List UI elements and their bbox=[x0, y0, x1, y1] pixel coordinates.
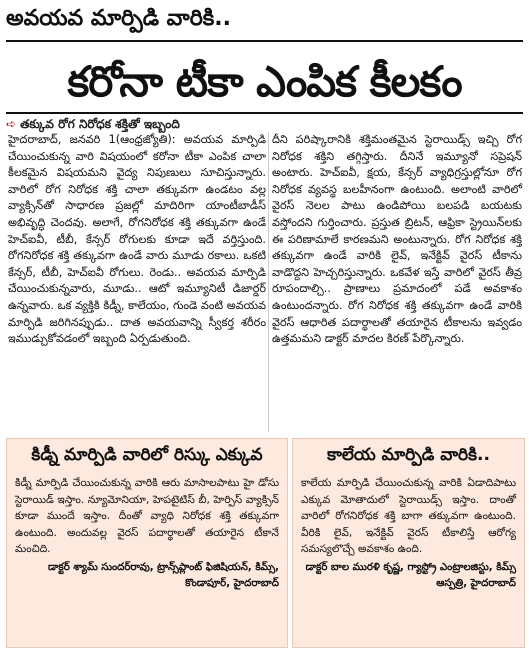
box-text: కాలేయ మార్పిడి చేయించుకున్న వారికి ఏడాదిపాటు ఎక్కువ మోతాదులో స్టెరాయిడ్స్ ఇస్తాం. దాంతో వారిలో రోగనిరోధక శక్తి బాగా తక్కువగా ఉంటుంది. వీరికి లైవ్, ఇనేక్టివ్ వైరస్ టీకాలిస్తే ఆరోగ్య సమస్యలొచ్చే అవకాశం ఉంది. bbox=[301, 477, 516, 556]
article-column-left bbox=[8, 132, 266, 348]
byline: డాక్టర్ శ్యామ్ సుందర్‌రావు, ట్రాన్స్‌ప్లాంట్ ఫిజిషియన్, కిమ్స్, కొండాపూర్, హైదరాబాద్ bbox=[47, 561, 279, 589]
kicker: అవయవ మార్పిడి వారికి.. bbox=[6, 6, 231, 31]
subheadline-text: తక్కువ రోగ నిరోధక శక్తితో ఇబ్బంది bbox=[20, 117, 180, 131]
article-column-right bbox=[272, 132, 522, 348]
arrow-icon: ➪ bbox=[6, 117, 17, 131]
divider bbox=[6, 112, 523, 114]
liver-transplant-box bbox=[292, 438, 525, 648]
box-title: కాలేయ మార్పిడి వారికి.. bbox=[327, 445, 490, 465]
column-divider bbox=[268, 132, 269, 432]
headline: కరోనా టీకా ఎంపిక కీలకం bbox=[67, 57, 462, 106]
box-title: కిడ్నీ మార్పిడి వారిలో రిస్కు ఎక్కువ bbox=[31, 445, 263, 465]
body-text: హైదరాబాద్, జనవరి 1(ఆంధ్రజ్యోతి): అవయవ మార్పిడి చేయించుకున్న వారి విషయంలో కరోనా టీకా ఎంపిక చాలా కీలకమైన విషయమని వైద్య నిపుణులు సూచిస్తున్నారు. వారిలో రోగ నిరోధక శక్తి చాలా తక్కువగా ఉండటం వల్ల వ్యాక్సిన్‌తో సాధారణ ప్రజల్లో మాదిరిగా యాంటీబాడీస్ అభివృద్ధి చెందవు. అలాగే, రోగనిరోధక శక్తి తక్కువగా ఉండే హెచ్‌ఐవీ, టీబీ, కేన్సర్ రోగులకు కూడా ఇదే వర్తిస్తుంది. రోగనిరోధక శక్తి తక్కువగా ఉండే వారు మూడు రకాలు. ఒకటి కేన్సర్, టీబీ, హెచ్‌ఐవీ రోగులు. రెండు.. అవయవ మార్పిడి చేయించుకున్నవారు, మూడు.. ఆటో ఇమ్యూనిటీ డిజార్డర్ ఉన్నవారు. ఒక వ్యక్తికి కిడ్నీ, కాలేయం, గుండె వంటి అవయవ మార్పిడి జరిగినప్పుడు.. దాత అవయవాన్ని స్వీకర్త శరీరం ఇముడ్చుకోవడంలో ఇబ్బంది ఏర్పడుతుంది. bbox=[8, 133, 266, 346]
body-text: దీని పరిష్కారానికి శక్తిమంతమైన స్టెరాయిడ్స్ ఇచ్చి రోగ నిరోధక శక్తిని తగ్గిస్తారు. దీనినే ఇమ్యూనో సప్రెషన్ అంటారు. హెచ్‌ఐవీ, క్షయ, కేన్సర్ వ్యాధిగ్రస్తుల్లోనూ రోగ నిరోధక వ్యవస్థ బలహీనంగా ఉంటుంది. అలాంటి వారిలో వైరస్ నెలల పాటు ఉండిపోయి బలపడి బయటకు వస్తోందని గుర్తించారు. ప్రస్తుత బ్రిటన్, ఆఫ్రికా స్ట్రెయిన్‌లకు ఈ పరిణామాలే కారణమని అంటున్నారు. రోగ నిరోధక శక్తి తక్కువగా ఉండే వారికి లైవ్, ఇనేక్టివ్ వైరస్ టీకాను వాడొద్దని హెచ్చరిస్తున్నారు. ఒకవేళ ఇస్తే వారిలో వైరస్ తీవ్ర రూపందాల్చి.. ప్రాణాలు ప్రమాదంలో పడే అవకాశం ఉంటుందన్నారు. రోగ నిరోధక శక్తి తక్కువగా ఉండే వారికి వైరస్ ఆధారిత పదార్థాలతో తయారైన టీకాలను ఇవ్వడం ఉత్తమమని డాక్టర్ మాదల కిరణ్ పేర్కొన్నారు. bbox=[272, 133, 522, 346]
divider bbox=[6, 40, 523, 42]
box-text: కిడ్నీ మార్పిడి చేయించుకున్న వారికి ఆరు మాసాలపాటు హై డోసు స్టెరాయిడ్ ఇస్తాం. న్యూమోనియా, హెపటైటిస్ బీ, హెర్పిస్ వ్యాక్సిన్ కూడా ముందే ఇస్తాం. దీంతో వ్యాధి నిరోధక శక్తి తక్కువగా ఉంటుంది. అందువల్ల వైరస్ పదార్థాలతో తయారైన టీకానే మంచిది. bbox=[15, 477, 279, 556]
kidney-transplant-box bbox=[6, 438, 288, 648]
byline: డాక్టర్ బాల మురళి కృష్ణ, గ్యాస్ట్రో ఎంట్రాలజిస్టు, కిమ్స్ ఆస్పత్రి, హైదరాబాద్ bbox=[305, 561, 516, 589]
